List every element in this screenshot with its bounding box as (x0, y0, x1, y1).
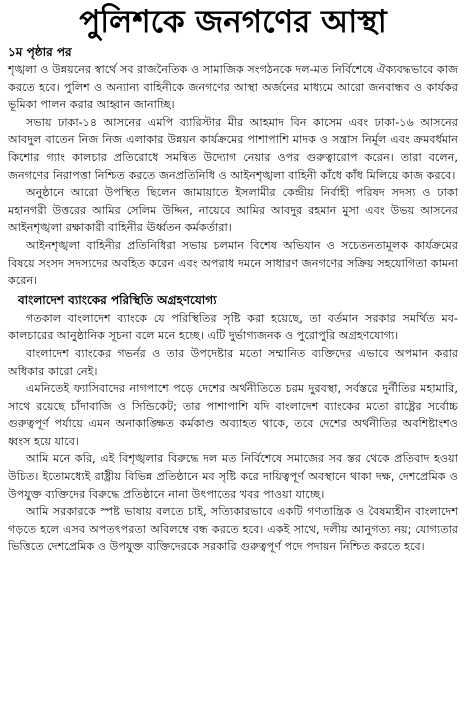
continued-from-label: ১ম পৃষ্ঠার পর (8, 45, 72, 59)
body-paragraph: সভায় ঢাকা-১৪ আসনের এমপি ব্যারিস্টার মীর আহমাদ বিন কাসেম এবং ঢাকা-১৬ আসনের আবদুল বাতেন নিজ নিজ এলাকার উন্নয়ন কার্যক্রমের পাশাপাশি মাদক ও সন্ত্রাস নির্মূল এবং ক্রমবর্ধমান কিশোর গ্যাং কালচার প্রতিরোধে সমন্বিত উদ্যোগ নেয়ার ওপর গুরুত্বারোপ করেন। তারা বলেন, জনগণের নিরাপত্তা নিশ্চিত করতে জনপ্রতিনিধি ও আইনশৃঙ্খলা বাহিনী কাঁধে কাঁধ মিলিয়ে কাজ করবে। (8, 115, 458, 182)
headline: পুলিশকে জনগণের আস্থা (79, 4, 387, 40)
body-paragraph: আমি মনে করি, এই বিশৃঙ্খলার বিরুদ্ধে দল মত নির্বিশেষে সমাজের সব স্তর থেকে প্রতিবাদ হওয়া উচিত। ইতোমধ্যেই রাষ্ট্রীয় বিভিন্ন প্রতিষ্ঠানে মব সৃষ্টি করে দায়িত্বপূর্ণ অবস্থানে থাকা দক্ষ, দেশপ্রেমিক ও উপযুক্ত ব্যক্তিদের বিরুদ্ধে প্রতিষ্ঠানে নানা উৎপাতের খবর পাওয়া যাচ্ছে। (8, 452, 458, 501)
section-subheading: বাংলাদেশ ব্যাংকের পরিস্থিতি অগ্রহণযোগ্য (18, 292, 217, 307)
body-paragraph: আমি সরকারকে স্পষ্ট ভাষায় বলতে চাই, সত্যিকারভাবে একটি গণতান্ত্রিক ও বৈষম্যহীন বাংলাদেশ গড়তে হলে এসব অপতৎপরতা অবিলম্বে বন্ধ করতে হবে। একই সাথে, দলীয় আনুগত্য নয়; যোগ্যতার ভিত্তিতে দেশপ্রেমিক ও উপযুক্ত ব্যক্তিদেরকে সরকারি গুরুত্বপূর্ণ পদে পদায়ন নিশ্চিত করতে হবে। (8, 505, 458, 554)
body-paragraph: এমনিতেই ফ্যাসিবাদের নাগপাশে পড়ে দেশের অর্থনীতিতে চরম দুরবস্থা, সর্বস্তরে দুর্নীতির মহামারি, সাথে রয়েছে চাঁদাবাজি ও সিন্ডিকেট; তার পাশাপাশি যদি বাংলাদেশ ব্যাংকের মতো রাষ্ট্রের সর্বোচ্চ গুরুত্বপূর্ণ পর্যায়ে এমন অনাকাঙ্ক্ষিত কর্মকাণ্ড অব্যাহত থাকে, তবে দেশের অর্থনীতির অবশিষ্টাংশও ধ্বংস হয়ে যাবে। (8, 382, 458, 448)
body-paragraph: শৃঙ্খলা ও উন্নয়নের স্বার্থে সব রাজনৈতিক ও সামাজিক সংগঠনকে দল-মত নির্বিশেষে ঐক্যবদ্ধভাবে কাজ করতে হবে। পুলিশ ও অন্যান্য বাহিনীকে জনগণের আস্থা অর্জনের মাধ্যমে আরো জনবান্ধব ও কার্যকর ভূমিকা পালন করার আহ্বান জানাচ্ছি। (8, 63, 458, 112)
body-paragraph: গতকাল বাংলাদেশ ব্যাংকে যে পরিস্থিতির সৃষ্টি করা হয়েছে, তা বর্তমান সরকার সমর্থিত মব-কালচারের আনুষ্ঠানিক সূচনা বলে মনে হচ্ছে। এটি দুর্ভাগ্যজনক ও পুরোপুরি অগ্রহণযোগ্য। (8, 311, 458, 343)
body-paragraph: অনুষ্ঠানে আরো উপস্থিত ছিলেন জামায়াতে ইসলামীর কেন্দ্রীয় নির্বাহী পরিষদ সদস্য ও ঢাকা মহানগরী উত্তরের আমির সেলিম উদ্দিন, নায়েবে আমির আবদুর রহমান মুসা এবং উভয় আসনের আইনশৃঙ্খলা রক্ষাকারী বাহিনীর ঊর্ধ্বতন কর্মকর্তারা। (8, 186, 458, 235)
body-paragraph: বাংলাদেশ ব্যাংকের গভর্নর ও তার উপদেষ্টার মতো সম্মানিত ব্যক্তিদের এভাবে অপমান করার অধিকার কারো নেই। (8, 346, 458, 378)
body-paragraph: আইনশৃঙ্খলা বাহিনীর প্রতিনিধিরা সভায় চলমান বিশেষ অভিযান ও সচেতনতামূলক কার্যক্রমের বিষয়ে সংসদ সদস্যদের অবহিত করেন এবং অপরাধ দমনে সাধারণ জনগণের সক্রিয় সহযোগিতা কামনা করেন। (8, 238, 458, 288)
